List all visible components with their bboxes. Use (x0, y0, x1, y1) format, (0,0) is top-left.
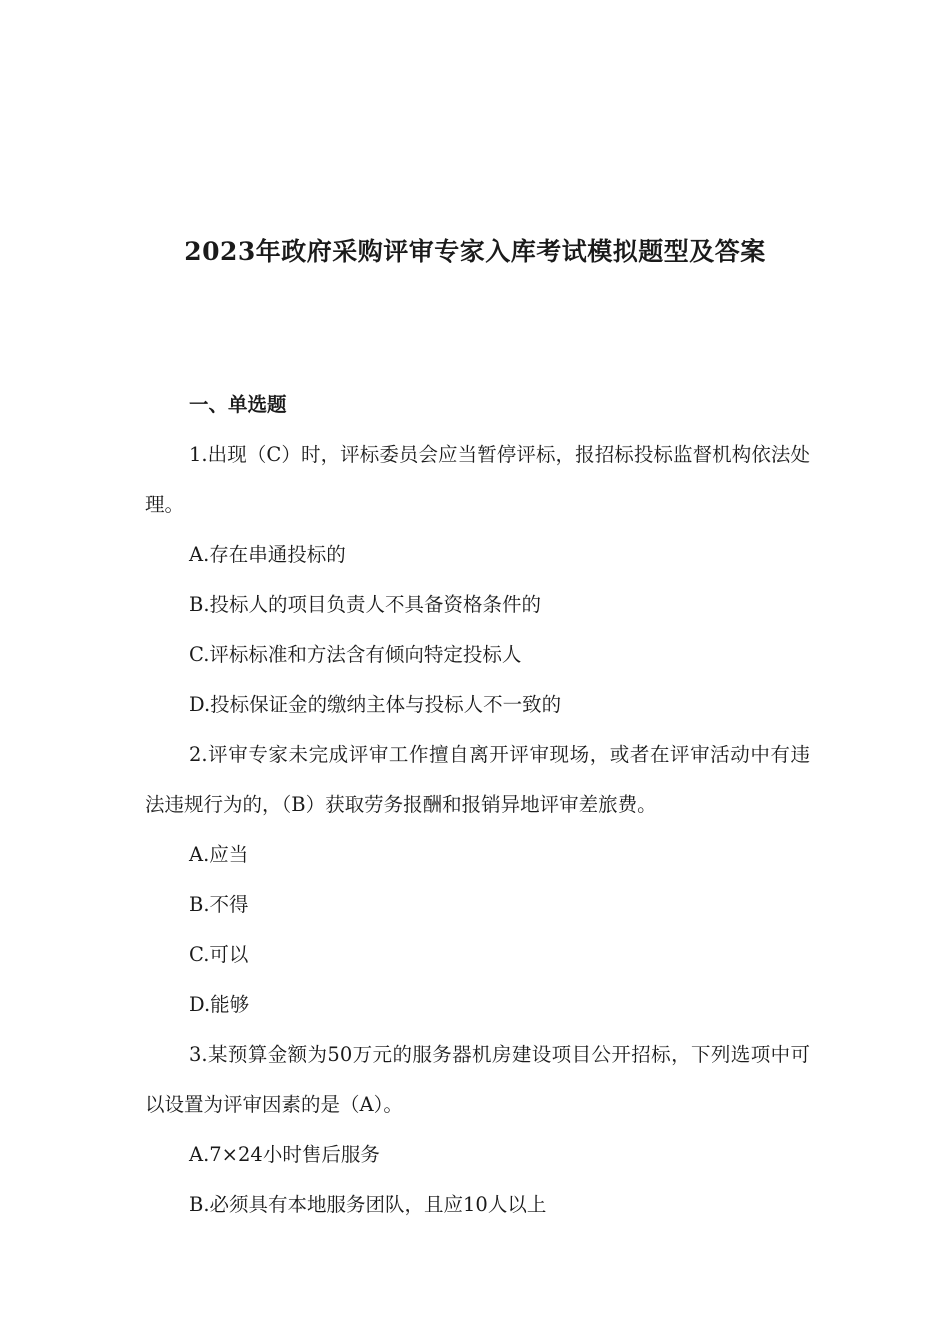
question-3-stem: 3.某预算金额为50万元的服务器机房建设项目公开招标，下列选项中可以设置为评审因素的是（A）。 (145, 1043, 810, 1116)
document-title: 2023年政府采购评审专家入库考试模拟题型及答案 (184, 237, 766, 266)
question-2-option-c: C.可以 (189, 943, 249, 966)
question-1-option-a: A.存在串通投标的 (189, 543, 346, 566)
question-2-option-d: D.能够 (189, 993, 250, 1016)
question-1-stem: 1.出现（C）时，评标委员会应当暂停评标，报招标投标监督机构依法处理。 (145, 443, 810, 516)
question-3-option-a: A.7×24小时售后服务 (189, 1143, 380, 1166)
question-1-option-b: B.投标人的项目负责人不具备资格条件的 (189, 593, 542, 616)
question-1-option-c: C.评标标准和方法含有倾向特定投标人 (189, 643, 522, 666)
question-1-option-d: D.投标保证金的缴纳主体与投标人不一致的 (189, 693, 562, 716)
question-3-option-b: B.必须具有本地服务团队，且应10人以上 (189, 1193, 547, 1216)
question-2-stem: 2.评审专家未完成评审工作擅自离开评审现场，或者在评审活动中有违法违规行为的，（B）获取劳务报酬和报销异地评审差旅费。 (145, 743, 810, 816)
question-2-option-b: B.不得 (189, 893, 249, 916)
document-body (145, 380, 810, 1230)
section-heading: 一、单选题 (189, 393, 287, 416)
question-2-option-a: A.应当 (189, 843, 249, 866)
